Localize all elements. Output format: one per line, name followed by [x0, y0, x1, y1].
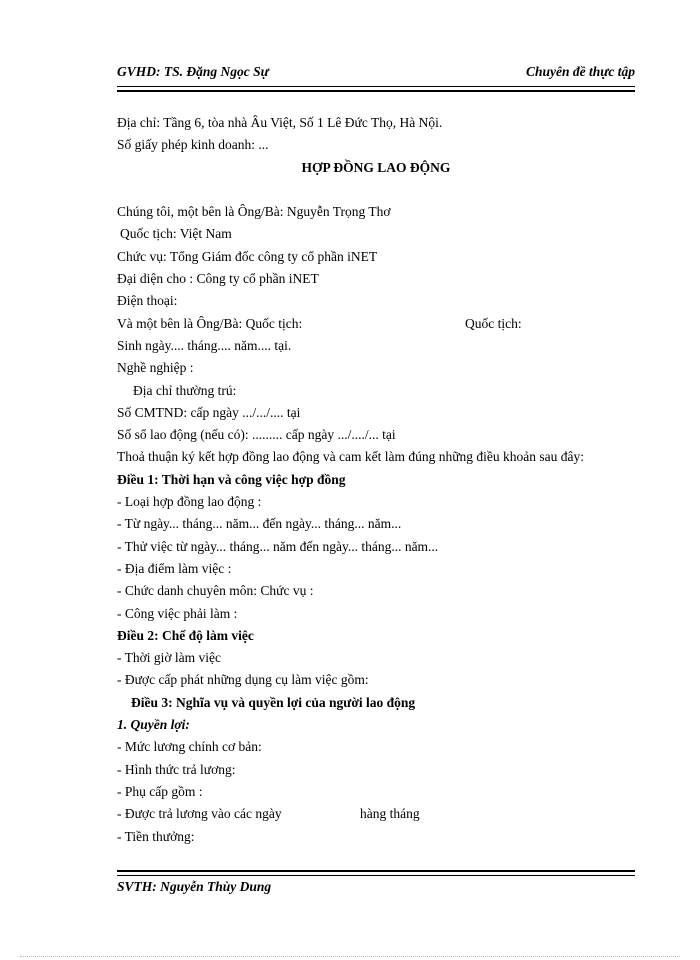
job-line: Nghề nghiệp :	[117, 360, 194, 376]
page-bottom-dotted-border	[20, 956, 680, 957]
party-one-nationality: Quốc tịch: Việt Nam	[120, 226, 232, 242]
article-1-heading: Điều 1: Thời hạn và công việc hợp đồng	[117, 471, 346, 487]
residence-line: Địa chỉ thường trú:	[133, 382, 237, 398]
article-3-heading: Điều 3: Nghĩa vụ và quyền lợi của người lao động	[131, 694, 416, 710]
article-2-item: - Thời giờ làm việc	[117, 650, 222, 666]
pay-days-label: - Được trả lương vào các ngày	[117, 806, 282, 822]
company-address: Địa chỉ: Tầng 6, tòa nhà Âu Việt, Số 1 Lê Đức Thọ, Hà Nội.	[117, 115, 443, 130]
article-1-item: - Công việc phải làm :	[117, 605, 238, 621]
agreement-paragraph: Thoả thuận ký kết hợp đồng lao động và cam kết làm đúng những điều khoản sau đây:	[117, 449, 584, 465]
article-2-heading: Điều 2: Chế độ làm việc	[117, 627, 254, 643]
blank-line	[117, 179, 635, 201]
party-one: Chúng tôi, một bên là Ông/Bà: Nguyễn Trọng Thơ	[117, 204, 391, 220]
party-one-represent: Đại diện cho : Công ty cổ phần iNET	[117, 271, 319, 287]
article-1-item: - Loại hợp đồng lao động :	[117, 494, 262, 510]
article-1-item: - Chức danh chuyên môn: Chức vụ :	[117, 583, 314, 599]
birth-line: Sinh ngày.... tháng.... năm.... tại.	[117, 337, 292, 353]
article-1-item: - Địa điểm làm việc :	[117, 560, 232, 576]
rights-item: - Hình thức trả lương:	[117, 761, 236, 777]
footer-rule	[117, 870, 635, 876]
article-1-item: - Thử việc từ ngày... tháng... năm đến ngày... tháng... năm...	[117, 538, 439, 554]
party-two: Và một bên là Ông/Bà: Quốc tịch:	[117, 315, 303, 331]
article-1-item: - Từ ngày... tháng... năm... đến ngày... tháng... năm...	[117, 516, 402, 532]
rights-item: - Tiền thưởng:	[117, 828, 195, 844]
id-card-line: Số CMTND: cấp ngày .../.../.... tại	[117, 404, 301, 420]
rights-item-pay-days	[117, 803, 635, 825]
footer-student: SVTH: Nguyễn Thùy Dung	[117, 879, 272, 894]
rights-heading: 1. Quyền lợi:	[117, 717, 190, 733]
header-advisor: GVHD: TS. Đặng Ngọc Sự	[117, 64, 269, 79]
business-license: Số giấy phép kinh doanh: ...	[117, 137, 269, 153]
rights-item: - Phụ cấp gồm :	[117, 783, 203, 799]
party-two-line	[117, 313, 635, 335]
party-one-position: Chức vụ: Tổng Giám đốc công ty cổ phần iNET	[117, 248, 378, 264]
rights-item: - Mức lương chính cơ bản:	[117, 739, 262, 755]
document-body	[117, 112, 635, 848]
labor-book-line: Số sổ lao động (nếu có): ......... cấp ngày .../..../... tại	[117, 427, 396, 443]
article-2-item: - Được cấp phát những dụng cụ làm việc gồm:	[117, 672, 369, 688]
phone-line: Điện thoại:	[117, 293, 178, 309]
contract-title: HỢP ĐỒNG LAO ĐỘNG	[301, 159, 451, 175]
header-report-type: Chuyên đề thực tập	[526, 64, 635, 79]
page-header	[117, 64, 635, 84]
party-two-nationality: Quốc tịch:	[465, 315, 522, 331]
pay-days-monthly: hàng tháng	[360, 806, 420, 822]
header-rule	[117, 86, 635, 92]
